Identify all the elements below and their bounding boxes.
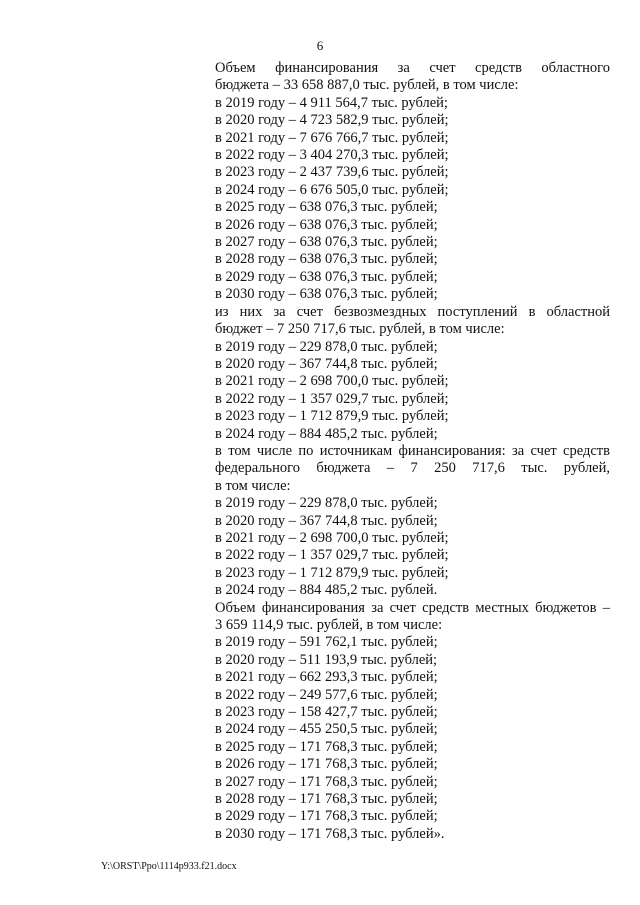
text-line: в 2022 году – 1 357 029,7 тыс. рублей; bbox=[215, 547, 449, 564]
text-line: в 2030 году – 171 768,3 тыс. рублей». bbox=[215, 825, 445, 842]
text-line: в 2022 году – 3 404 270,3 тыс. рублей; bbox=[215, 147, 449, 164]
text-line: в 2020 году – 4 723 582,9 тыс. рублей; bbox=[215, 112, 449, 129]
text-line: в 2021 году – 2 698 700,0 тыс. рублей; bbox=[215, 529, 449, 546]
text-line: в 2020 году – 511 193,9 тыс. рублей; bbox=[215, 651, 438, 668]
text-line: в 2023 году – 158 427,7 тыс. рублей; bbox=[215, 704, 438, 721]
text-line: в 2029 году – 638 076,3 тыс. рублей; bbox=[215, 268, 438, 285]
text-line: в 2019 году – 591 762,1 тыс. рублей; bbox=[215, 634, 438, 651]
text-line: федерального бюджета – 7 250 717,6 тыс. рублей, bbox=[215, 460, 610, 477]
text-line: в 2019 году – 229 878,0 тыс. рублей; bbox=[215, 338, 438, 355]
text-line: в 2030 году – 638 076,3 тыс. рублей; bbox=[215, 286, 438, 303]
text-line: бюджета – 33 658 887,0 тыс. рублей, в том числе: bbox=[215, 77, 519, 94]
text-line: в 2021 году – 662 293,3 тыс. рублей; bbox=[215, 669, 438, 686]
text-line: в 2025 году – 638 076,3 тыс. рублей; bbox=[215, 199, 438, 216]
text-line: в 2026 году – 171 768,3 тыс. рублей; bbox=[215, 756, 438, 773]
text-line: в 2022 году – 249 577,6 тыс. рублей; bbox=[215, 686, 438, 703]
text-line: в 2021 году – 7 676 766,7 тыс. рублей; bbox=[215, 129, 449, 146]
text-line: в 2024 году – 884 485,2 тыс. рублей; bbox=[215, 425, 438, 442]
text-line: 3 659 114,9 тыс. рублей, в том числе: bbox=[215, 617, 443, 633]
text-line: из них за счет безвозмездных поступлений в областной bbox=[215, 303, 610, 320]
text-line: бюджет – 7 250 717,6 тыс. рублей, в том числе: bbox=[215, 321, 505, 338]
document-body bbox=[215, 60, 610, 843]
text-line: Объем финансирования за счет средств областного bbox=[215, 60, 610, 76]
text-line: в 2024 году – 884 485,2 тыс. рублей. bbox=[215, 582, 438, 599]
text-line: в том числе: bbox=[215, 477, 291, 494]
text-line: в 2024 году – 455 250,5 тыс. рублей; bbox=[215, 721, 438, 738]
text-line: в 2029 году – 171 768,3 тыс. рублей; bbox=[215, 808, 438, 825]
text-line: в 2022 году – 1 357 029,7 тыс. рублей; bbox=[215, 390, 449, 407]
text-line: в 2019 году – 229 878,0 тыс. рублей; bbox=[215, 495, 438, 512]
page-number: 6 bbox=[316, 38, 324, 53]
text-line: в 2020 году – 367 744,8 тыс. рублей; bbox=[215, 512, 438, 529]
text-line: в том числе по источникам финансирования: за счет средств bbox=[215, 442, 610, 459]
text-line: в 2024 году – 6 676 505,0 тыс. рублей; bbox=[215, 181, 449, 198]
text-line: в 2025 году – 171 768,3 тыс. рублей; bbox=[215, 738, 438, 755]
text-line: в 2028 году – 171 768,3 тыс. рублей; bbox=[215, 791, 438, 808]
text-line: в 2021 году – 2 698 700,0 тыс. рублей; bbox=[215, 373, 449, 390]
text-line: в 2023 году – 1 712 879,9 тыс. рублей; bbox=[215, 564, 449, 581]
text-line: в 2026 году – 638 076,3 тыс. рублей; bbox=[215, 216, 438, 233]
text-line: в 2027 году – 171 768,3 тыс. рублей; bbox=[215, 773, 438, 790]
footer-file-path: Y:\ORST\Ppo\1114p933.f21.docx bbox=[101, 861, 237, 872]
text-line: в 2023 году – 2 437 739,6 тыс. рублей; bbox=[215, 164, 449, 181]
text-line: в 2023 году – 1 712 879,9 тыс. рублей; bbox=[215, 408, 449, 425]
text-line: в 2028 году – 638 076,3 тыс. рублей; bbox=[215, 251, 438, 268]
text-line: в 2027 году – 638 076,3 тыс. рублей; bbox=[215, 234, 438, 251]
text-line: в 2019 году – 4 911 564,7 тыс. рублей; bbox=[215, 94, 448, 111]
text-line: Объем финансирования за счет средств местных бюджетов – bbox=[215, 599, 610, 616]
text-line: в 2020 году – 367 744,8 тыс. рублей; bbox=[215, 355, 438, 372]
